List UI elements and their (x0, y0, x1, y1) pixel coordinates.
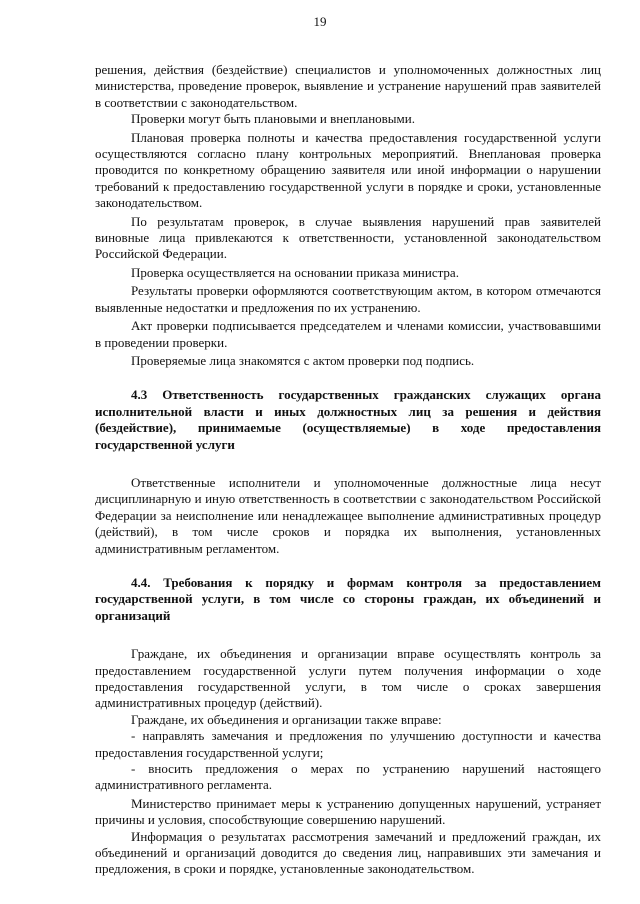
paragraph: Проверяемые лица знакомятся с актом проверки под подпись. (131, 352, 475, 368)
paragraph: Проверки могут быть плановыми и внеплановыми. (131, 111, 415, 127)
paragraph: Плановая проверка полноты и качества предоставления государственной услуги осуществляются согласно плану контрольных мероприятий. Внеплановая проверка проводится по конкретному обращению заявителя или иной информации о нарушении требований к предоставлению государственной услуги в порядке и сроки, установленные законодательством. (95, 129, 601, 211)
list-item: - направлять замечания и предложения по улучшению доступности и качества предоставления государственной услуги; (95, 728, 601, 760)
document-body (95, 62, 601, 878)
section-heading-4-4: 4.4. Требования к порядку и формам контроля за предоставлением государственной услуги, в том числе со стороны граждан, их объединений и организаций (95, 574, 601, 623)
paragraph: Результаты проверки оформляются соответствующим актом, в котором отмечаются выявленные недостатки и предложения по их устранению. (95, 283, 601, 315)
paragraph: Граждане, их объединения и организации вправе осуществлять контроль за предоставлением государственной услуги путем получения информации о ходе предоставления государственной услуги, в том числе о сроках завершения административных процедур (действий). (95, 646, 601, 711)
paragraph: По результатам проверок, в случае выявления нарушений прав заявителей виновные лица привлекаются к ответственности, установленной законодательством Российской Федерации. (95, 213, 601, 262)
paragraph: решения, действия (бездействие) специалистов и уполномоченных должностных лиц министерства, проведение проверок, выявление и устранение нарушений прав заявителей в соответствии с законодательством. (95, 62, 601, 110)
paragraph: Акт проверки подписывается председателем и членами комиссии, участвовавшими в проведении проверки. (95, 318, 601, 350)
paragraph: Граждане, их объединения и организации также вправе: (131, 711, 442, 727)
paragraph: Проверка осуществляется на основании приказа министра. (131, 264, 459, 280)
section-4-3-body: Ответственные исполнители и уполномоченные должностные лица несут дисциплинарную и иную ответственность в соответствии с законодательством Российской Федерации за неисполнение или ненадлежащее выполнение административных процедур (действий), в том числе сроков и порядка их выполнения, установленных административным регламентом. (95, 474, 601, 556)
list-item: - вносить предложения о мерах по устранению нарушений настоящего административного регламента. (95, 761, 601, 793)
paragraph: Информация о результатах рассмотрения замечаний и предложений граждан, их объединений и организаций доводится до сведения лиц, направивших эти замечания и предложения, в сроки и порядке, установленные законодательством. (95, 828, 601, 877)
section-heading-4-3: 4.3 Ответственность государственных гражданских служащих органа исполнительной власти и иных должностных лиц за решения и действия (бездействие), принимаемые (осуществляемые) в ходе предоставления государственной услуги (95, 387, 601, 452)
page-number: 19 (313, 14, 327, 29)
paragraph: Министерство принимает меры к устранению допущенных нарушений, устраняет причины и условия, способствующие совершению нарушений. (95, 795, 601, 828)
